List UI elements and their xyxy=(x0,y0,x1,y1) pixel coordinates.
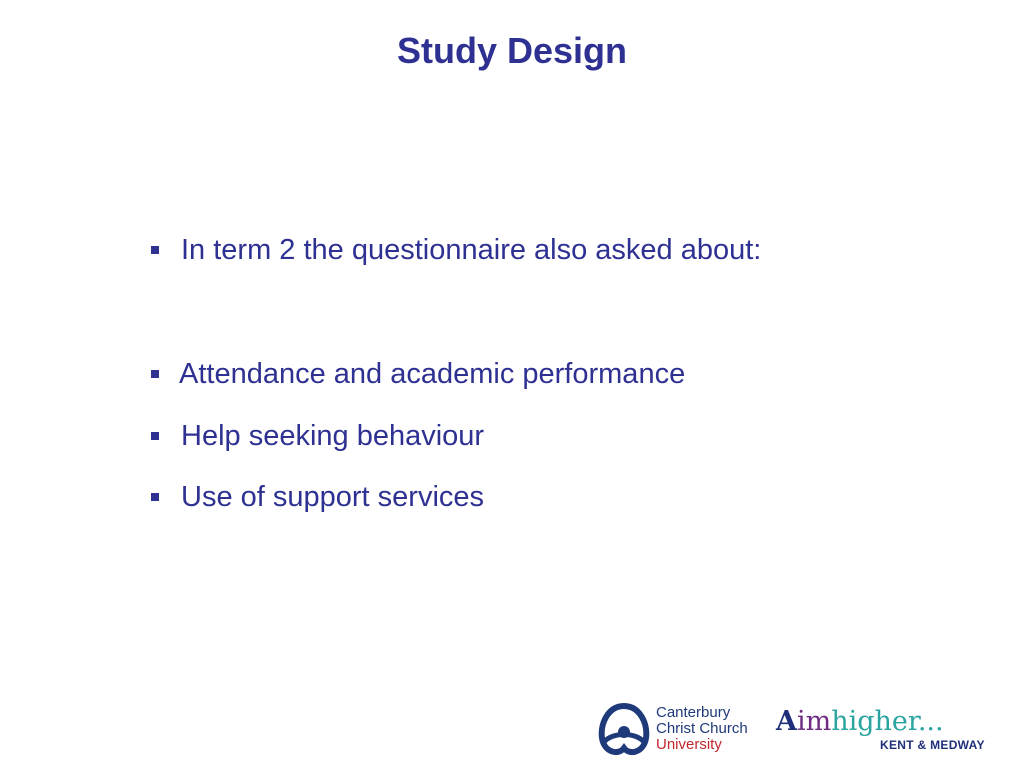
slide-title: Study Design xyxy=(396,30,628,71)
cccu-line-2: Christ Church xyxy=(656,720,748,737)
aimhigher-region: KENT & MEDWAY xyxy=(880,738,985,752)
cccu-line-1: Canterbury xyxy=(656,704,731,721)
aimhigher-wordmark xyxy=(776,704,944,740)
aimhigher-a: A xyxy=(776,706,797,737)
bullet-text: In term 2 the questionnaire also asked about: xyxy=(181,234,762,266)
bullet-text: Use of support services xyxy=(181,481,485,513)
square-bullet-icon xyxy=(151,493,159,501)
cccu-wordmark xyxy=(656,705,748,753)
square-bullet-icon xyxy=(151,246,159,254)
aimhigher-im: im xyxy=(796,706,832,737)
cccu-logo xyxy=(596,702,766,760)
square-bullet-icon xyxy=(151,432,159,440)
square-bullet-icon xyxy=(151,370,159,378)
cccu-emblem-icon xyxy=(596,702,652,758)
bullet-text: Help seeking behaviour xyxy=(181,420,485,452)
aimhigher-logo xyxy=(776,704,1006,760)
aimhigher-higher: higher... xyxy=(831,706,944,737)
bullet-text: Attendance and academic performance xyxy=(179,358,686,390)
cccu-line-3: University xyxy=(656,736,722,753)
